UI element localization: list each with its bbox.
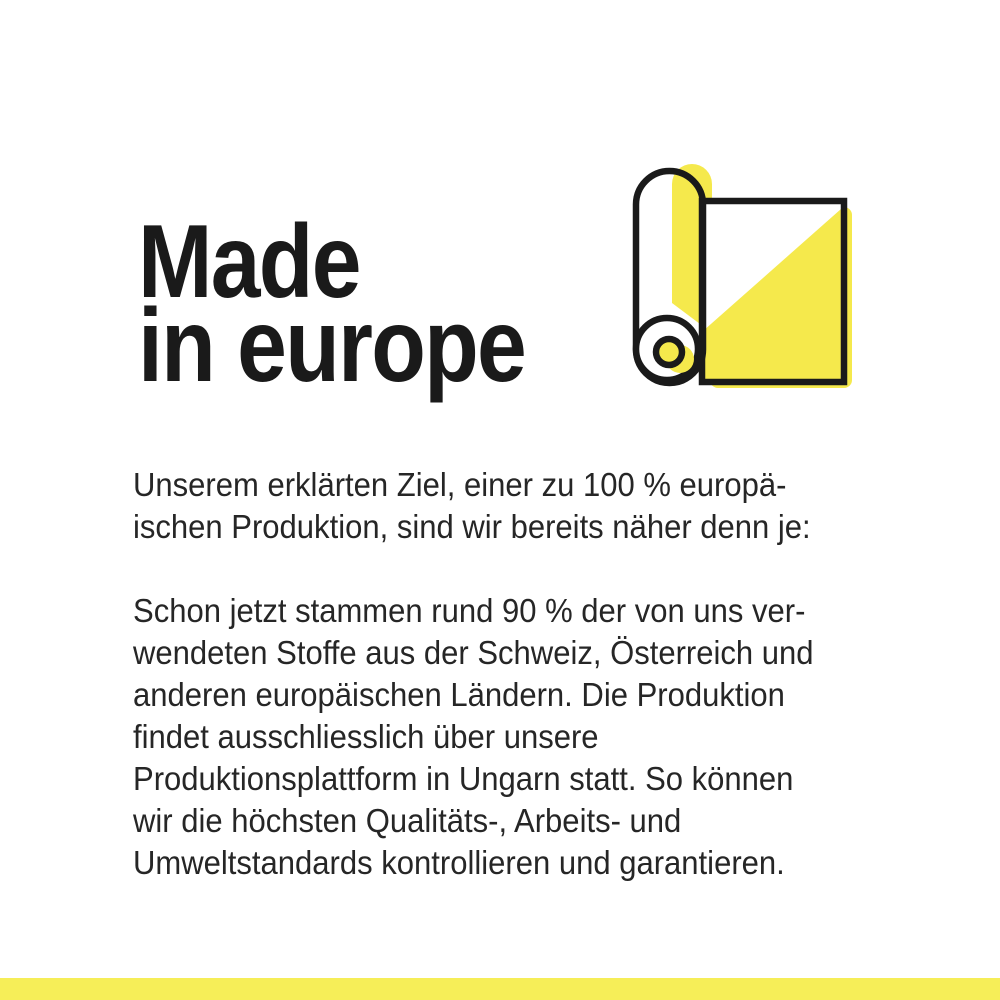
page-title-line1: Made — [138, 204, 360, 320]
paragraph-goal — [133, 464, 814, 548]
body-text-line: Unserem erklärten Ziel, einer zu 100 % europä- — [133, 466, 787, 503]
paragraph-production — [133, 590, 814, 884]
page-title-line2: in europe — [138, 288, 526, 404]
page-title — [138, 204, 526, 404]
bottom-accent-bar — [0, 978, 1000, 1000]
body-text-line: wendeten Stoffe aus der Schweiz, Österreich und — [133, 634, 814, 671]
fabric-roll-icon-svg — [622, 155, 857, 395]
body-text-line: ischen Produktion, sind wir bereits näher denn je: — [133, 508, 811, 545]
body-text-line: anderen europäischen Ländern. Die Produktion — [133, 676, 785, 713]
body-text-line: Produktionsplattform in Ungarn statt. So können — [133, 760, 794, 797]
body-text-line: Schon jetzt stammen rund 90 % der von uns ver- — [133, 592, 806, 629]
fabric-roll-icon — [622, 155, 857, 395]
body-text-line: findet ausschliesslich über unsere — [133, 718, 599, 755]
body-text — [133, 464, 814, 884]
body-text-line: Umweltstandards kontrollieren und garantieren. — [133, 844, 785, 881]
body-text-line: wir die höchsten Qualitäts-, Arbeits- und — [133, 802, 682, 839]
